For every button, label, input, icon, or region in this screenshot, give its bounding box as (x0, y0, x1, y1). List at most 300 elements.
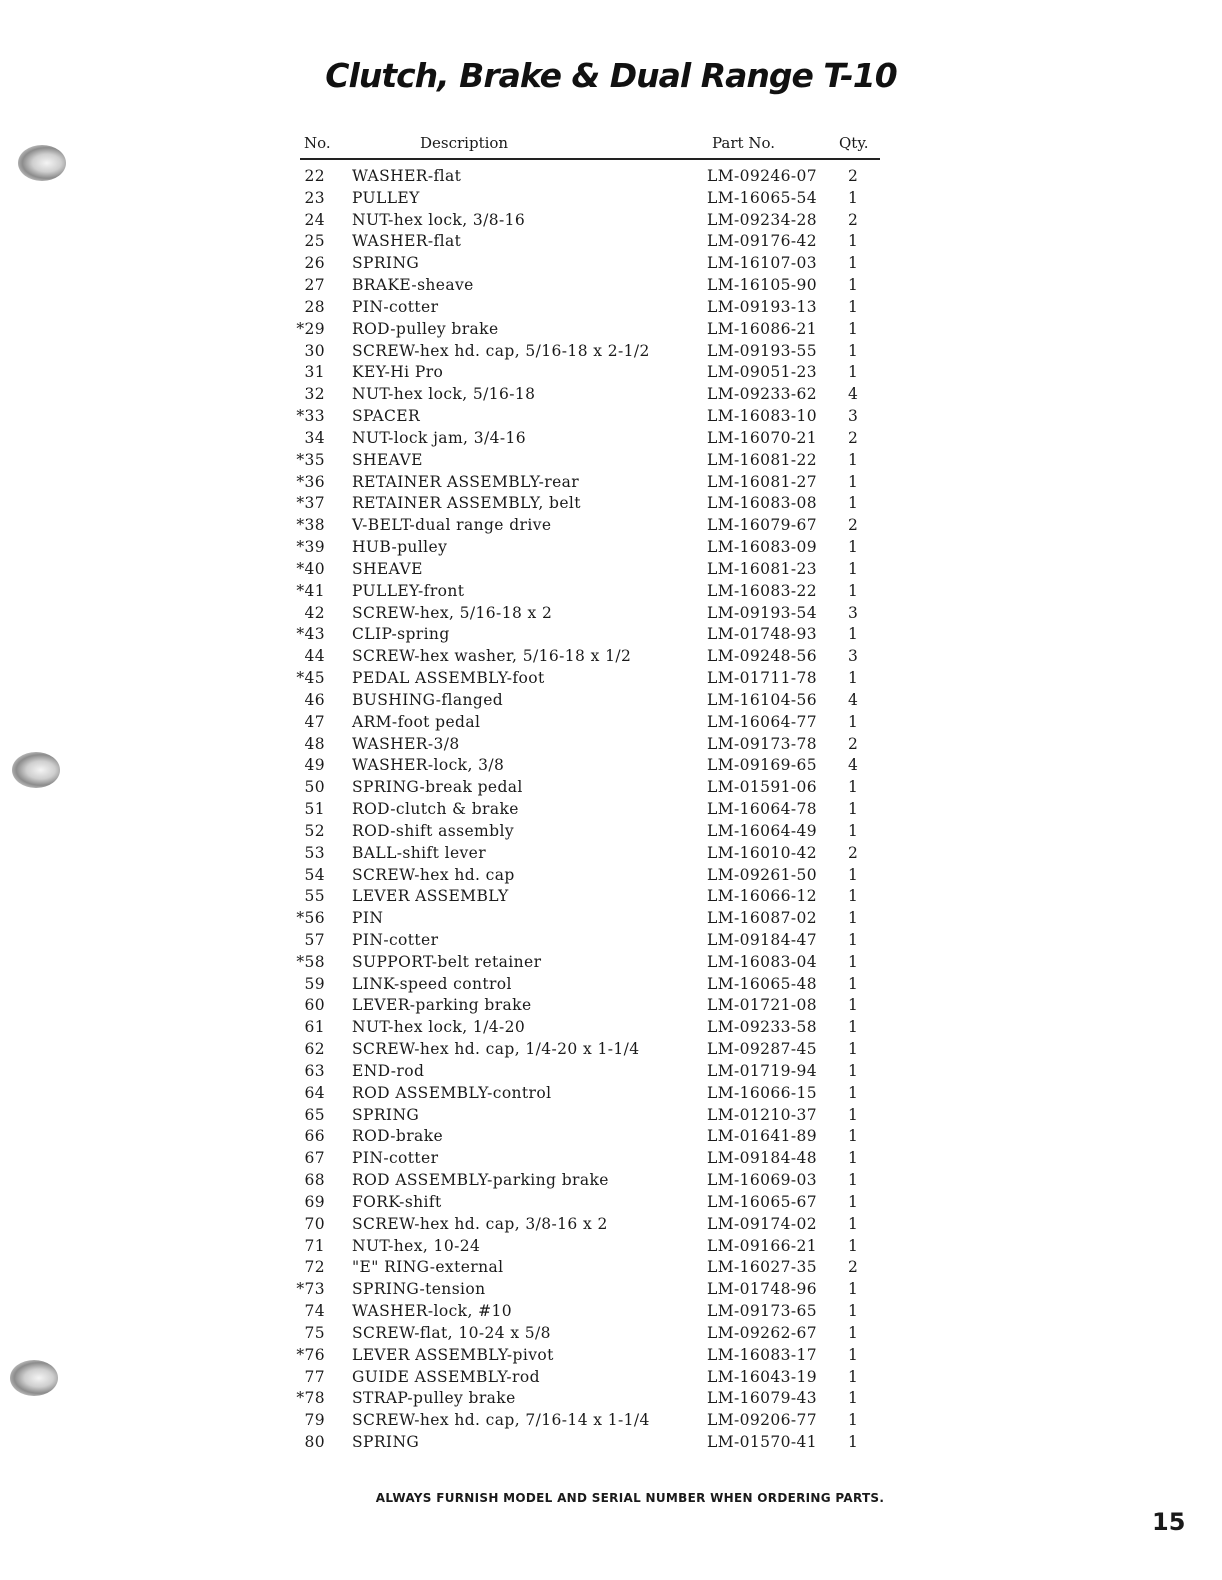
part-number: LM-16064-78 (707, 800, 818, 819)
table-row (0, 1040, 1222, 1062)
part-description: SPRING-break pedal (352, 778, 523, 797)
table-row (0, 1149, 1222, 1171)
part-quantity: 1 (848, 778, 859, 797)
part-number-index: 59 (304, 974, 325, 993)
part-description: NUT-hex lock, 5/16-18 (352, 385, 536, 404)
part-number: LM-16081-23 (707, 559, 818, 578)
part-quantity: 4 (848, 756, 859, 775)
part-number: LM-09193-55 (707, 341, 818, 360)
part-number: LM-16104-56 (707, 690, 818, 709)
part-description: ROD-clutch & brake (352, 800, 519, 819)
part-quantity: 1 (848, 538, 859, 557)
part-quantity: 2 (848, 167, 859, 185)
part-description: SUPPORT-belt retainer (352, 952, 542, 971)
part-quantity: 1 (848, 1105, 859, 1124)
part-description: WASHER-lock, 3/8 (352, 756, 505, 775)
table-row (0, 232, 1222, 254)
part-number-index: 32 (304, 385, 325, 404)
part-quantity: 2 (848, 734, 859, 753)
part-number-index: 42 (304, 603, 325, 622)
part-number-index: *36 (296, 472, 325, 491)
part-number: LM-09193-13 (707, 297, 818, 316)
part-number: LM-16066-12 (707, 887, 818, 906)
part-description: V-BELT-dual range drive (352, 516, 552, 535)
part-quantity: 1 (848, 472, 859, 491)
part-description: PIN-cotter (352, 1149, 439, 1168)
part-number: LM-09287-45 (707, 1040, 818, 1059)
part-quantity: 1 (848, 1192, 859, 1211)
part-number-index: 67 (304, 1149, 325, 1168)
table-row (0, 1084, 1222, 1106)
table-row (0, 887, 1222, 909)
part-number: LM-16010-42 (707, 843, 818, 862)
part-quantity: 1 (848, 450, 859, 469)
part-quantity: 1 (848, 188, 859, 207)
part-number: LM-01591-06 (707, 778, 818, 797)
part-number-index: 27 (304, 276, 325, 295)
column-header-no: No. (304, 134, 331, 152)
part-number-index: 65 (304, 1105, 325, 1124)
table-row (0, 669, 1222, 691)
part-number-index: 72 (304, 1258, 325, 1277)
part-number-index: *41 (296, 581, 325, 600)
part-description: PULLEY-front (352, 581, 465, 600)
part-number: LM-16043-19 (707, 1367, 818, 1386)
part-number: LM-09262-67 (707, 1323, 818, 1342)
part-quantity: 1 (848, 1214, 859, 1233)
part-quantity: 2 (848, 516, 859, 535)
part-number: LM-16065-54 (707, 188, 818, 207)
part-description: SCREW-hex hd. cap, 1/4-20 x 1-1/4 (352, 1040, 640, 1059)
part-description: ROD-brake (352, 1127, 444, 1146)
part-number: LM-09233-62 (707, 385, 818, 404)
table-row (0, 778, 1222, 800)
part-number: LM-09248-56 (707, 647, 818, 666)
part-number: LM-01641-89 (707, 1127, 818, 1146)
part-number-index: 74 (304, 1302, 325, 1321)
part-description: SPACER (352, 407, 421, 426)
part-quantity: 1 (848, 1083, 859, 1102)
table-row (0, 1062, 1222, 1084)
part-number-index: 34 (304, 428, 325, 447)
part-number: LM-01210-37 (707, 1105, 818, 1124)
part-number-index: *40 (296, 559, 325, 578)
part-number-index: 53 (304, 843, 325, 862)
part-number-index: 62 (304, 1040, 325, 1059)
table-row (0, 1106, 1222, 1128)
part-quantity: 1 (848, 276, 859, 295)
table-row (0, 1018, 1222, 1040)
part-description: LEVER ASSEMBLY-pivot (352, 1345, 554, 1364)
part-number-index: *35 (296, 450, 325, 469)
part-quantity: 1 (848, 1345, 859, 1364)
part-number-index: 57 (304, 930, 325, 949)
table-row (0, 385, 1222, 407)
table-row (0, 866, 1222, 888)
table-row (0, 189, 1222, 211)
part-description: SCREW-hex hd. cap, 5/16-18 x 2-1/2 (352, 341, 650, 360)
part-number-index: 26 (304, 254, 325, 273)
part-number: LM-16087-02 (707, 909, 818, 928)
part-number: LM-09166-21 (707, 1236, 818, 1255)
part-number-index: 68 (304, 1171, 325, 1190)
part-description: BALL-shift lever (352, 843, 487, 862)
table-row (0, 1346, 1222, 1368)
part-number: LM-09234-28 (707, 210, 818, 229)
part-quantity: 1 (848, 319, 859, 338)
part-number-index: 79 (304, 1411, 325, 1430)
table-row (0, 538, 1222, 560)
part-number: LM-16083-09 (707, 538, 818, 557)
part-description: GUIDE ASSEMBLY-rod (352, 1367, 540, 1386)
table-row (0, 1368, 1222, 1390)
part-number: LM-16083-08 (707, 494, 818, 513)
table-header (300, 132, 880, 160)
part-description: BUSHING-flanged (352, 690, 504, 709)
table-row (0, 1324, 1222, 1346)
part-quantity: 2 (848, 428, 859, 447)
table-row (0, 691, 1222, 713)
part-number: LM-16107-03 (707, 254, 818, 273)
table-row (0, 582, 1222, 604)
part-description: SCREW-flat, 10-24 x 5/8 (352, 1323, 551, 1342)
part-number: LM-01748-96 (707, 1280, 818, 1299)
part-quantity: 1 (848, 625, 859, 644)
part-description: ROD-pulley brake (352, 319, 499, 338)
parts-list (0, 167, 1222, 1455)
part-quantity: 1 (848, 1018, 859, 1037)
table-row (0, 953, 1222, 975)
part-number: LM-09184-47 (707, 930, 818, 949)
part-number: LM-16086-21 (707, 319, 818, 338)
part-number-index: *33 (296, 407, 325, 426)
part-description: SHEAVE (352, 450, 423, 469)
part-quantity: 3 (848, 647, 859, 666)
part-description: SPRING (352, 1105, 420, 1124)
part-number-index: *73 (296, 1280, 325, 1299)
table-row (0, 1433, 1222, 1455)
part-number-index: 52 (304, 821, 325, 840)
part-description: STRAP-pulley brake (352, 1389, 516, 1408)
page-number: 15 (1152, 1508, 1186, 1536)
part-number: LM-16081-27 (707, 472, 818, 491)
table-row (0, 800, 1222, 822)
part-description: KEY-Hi Pro (352, 363, 444, 382)
part-number-index: *78 (296, 1389, 325, 1408)
part-number: LM-09184-48 (707, 1149, 818, 1168)
part-quantity: 1 (848, 1367, 859, 1386)
part-quantity: 1 (848, 1061, 859, 1080)
part-description: SHEAVE (352, 559, 423, 578)
part-number: LM-09233-58 (707, 1018, 818, 1037)
part-number: LM-09173-65 (707, 1302, 818, 1321)
part-number-index: 44 (304, 647, 325, 666)
table-row (0, 1411, 1222, 1433)
part-quantity: 1 (848, 1280, 859, 1299)
table-row (0, 1389, 1222, 1411)
part-number-index: *58 (296, 952, 325, 971)
table-row (0, 342, 1222, 364)
part-number: LM-09173-78 (707, 734, 818, 753)
part-description: ROD ASSEMBLY-parking brake (352, 1171, 609, 1190)
part-quantity: 1 (848, 996, 859, 1015)
part-number-index: 69 (304, 1192, 325, 1211)
part-number-index: 24 (304, 210, 325, 229)
part-number-index: 55 (304, 887, 325, 906)
part-description: SPRING-tension (352, 1280, 486, 1299)
part-quantity: 1 (848, 1040, 859, 1059)
part-quantity: 1 (848, 232, 859, 251)
footer-note: ALWAYS FURNISH MODEL AND SERIAL NUMBER WHEN ORDERING PARTS. (375, 1491, 885, 1505)
table-row (0, 1302, 1222, 1324)
part-quantity: 3 (848, 603, 859, 622)
part-description: LEVER-parking brake (352, 996, 532, 1015)
table-row (0, 167, 1222, 189)
part-quantity: 1 (848, 1411, 859, 1430)
table-row (0, 473, 1222, 495)
part-description: SCREW-hex hd. cap (352, 865, 515, 884)
part-number-index: *56 (296, 909, 325, 928)
part-description: HUB-pulley (352, 538, 448, 557)
part-description: WASHER-flat (352, 232, 462, 251)
part-number: LM-09169-65 (707, 756, 818, 775)
part-number-index: *43 (296, 625, 325, 644)
table-row (0, 975, 1222, 997)
part-description: BRAKE-sheave (352, 276, 474, 295)
table-row (0, 254, 1222, 276)
part-number: LM-16065-67 (707, 1192, 818, 1211)
part-description: PIN-cotter (352, 930, 439, 949)
part-number: LM-16070-21 (707, 428, 818, 447)
part-number: LM-16083-17 (707, 1345, 818, 1364)
part-number-index: 63 (304, 1061, 325, 1080)
table-row (0, 276, 1222, 298)
part-quantity: 1 (848, 800, 859, 819)
part-number: LM-01711-78 (707, 669, 818, 688)
part-number-index: 51 (304, 800, 325, 819)
part-number-index: 22 (304, 167, 325, 185)
table-row (0, 1215, 1222, 1237)
part-number: LM-09206-77 (707, 1411, 818, 1430)
part-quantity: 1 (848, 254, 859, 273)
part-number-index: 80 (304, 1433, 325, 1452)
part-number-index: *76 (296, 1345, 325, 1364)
table-row (0, 1127, 1222, 1149)
table-row (0, 516, 1222, 538)
table-row (0, 494, 1222, 516)
part-number: LM-09193-54 (707, 603, 818, 622)
part-number-index: 77 (304, 1367, 325, 1386)
part-number: LM-16069-03 (707, 1171, 818, 1190)
part-quantity: 1 (848, 1171, 859, 1190)
part-quantity: 1 (848, 363, 859, 382)
part-number-index: 30 (304, 341, 325, 360)
part-number: LM-01719-94 (707, 1061, 818, 1080)
part-number: LM-16083-04 (707, 952, 818, 971)
table-row (0, 1237, 1222, 1259)
table-row (0, 1193, 1222, 1215)
table-row (0, 211, 1222, 233)
part-description: RETAINER ASSEMBLY-rear (352, 472, 580, 491)
table-row (0, 407, 1222, 429)
part-number-index: 28 (304, 297, 325, 316)
part-description: PIN (352, 909, 384, 928)
part-number-index: 75 (304, 1323, 325, 1342)
part-quantity: 1 (848, 1302, 859, 1321)
part-description: NUT-hex lock, 3/8-16 (352, 210, 526, 229)
part-quantity: 3 (848, 407, 859, 426)
part-description: PIN-cotter (352, 297, 439, 316)
part-description: NUT-hex lock, 1/4-20 (352, 1018, 526, 1037)
part-number: LM-01570-41 (707, 1433, 818, 1452)
part-description: WASHER-3/8 (352, 734, 460, 753)
part-number-index: *45 (296, 669, 325, 688)
part-quantity: 2 (848, 1258, 859, 1277)
table-row (0, 298, 1222, 320)
part-number: LM-16083-22 (707, 581, 818, 600)
part-quantity: 1 (848, 297, 859, 316)
part-number: LM-09246-07 (707, 167, 818, 185)
part-number-index: 54 (304, 865, 325, 884)
part-number: LM-09176-42 (707, 232, 818, 251)
table-row (0, 756, 1222, 778)
part-quantity: 1 (848, 887, 859, 906)
part-quantity: 1 (848, 1127, 859, 1146)
part-description: WASHER-flat (352, 167, 462, 185)
part-quantity: 1 (848, 1323, 859, 1342)
table-row (0, 625, 1222, 647)
table-row (0, 1258, 1222, 1280)
part-quantity: 2 (848, 210, 859, 229)
part-number-index: 50 (304, 778, 325, 797)
table-row (0, 320, 1222, 342)
table-row (0, 604, 1222, 626)
part-number-index: 31 (304, 363, 325, 382)
part-description: SCREW-hex washer, 5/16-18 x 1/2 (352, 647, 632, 666)
part-quantity: 1 (848, 1433, 859, 1452)
part-number: LM-01721-08 (707, 996, 818, 1015)
part-number: LM-16066-15 (707, 1083, 818, 1102)
part-number: LM-16064-77 (707, 712, 818, 731)
part-number: LM-16065-48 (707, 974, 818, 993)
part-number: LM-16064-49 (707, 821, 818, 840)
part-description: SPRING (352, 1433, 420, 1452)
part-number-index: 47 (304, 712, 325, 731)
part-quantity: 4 (848, 690, 859, 709)
part-number-index: *37 (296, 494, 325, 513)
part-number-index: 60 (304, 996, 325, 1015)
part-number: LM-16027-35 (707, 1258, 818, 1277)
part-number: LM-16083-10 (707, 407, 818, 426)
part-number-index: 48 (304, 734, 325, 753)
table-row (0, 996, 1222, 1018)
part-description: NUT-hex, 10-24 (352, 1236, 481, 1255)
part-number-index: 23 (304, 188, 325, 207)
table-row (0, 1280, 1222, 1302)
part-quantity: 2 (848, 843, 859, 862)
column-header-description: Description (420, 134, 509, 152)
part-description: SPRING (352, 254, 420, 273)
part-description: SCREW-hex, 5/16-18 x 2 (352, 603, 553, 622)
part-quantity: 1 (848, 341, 859, 360)
part-number-index: 71 (304, 1236, 325, 1255)
part-number-index: 25 (304, 232, 325, 251)
part-number-index: *38 (296, 516, 325, 535)
part-description: LEVER ASSEMBLY (352, 887, 509, 906)
part-description: FORK-shift (352, 1192, 442, 1211)
part-number-index: 61 (304, 1018, 325, 1037)
table-row (0, 735, 1222, 757)
part-quantity: 1 (848, 865, 859, 884)
part-number-index: *39 (296, 538, 325, 557)
part-description: PEDAL ASSEMBLY-foot (352, 669, 545, 688)
part-quantity: 1 (848, 930, 859, 949)
table-row (0, 647, 1222, 669)
part-description: "E" RING-external (352, 1258, 504, 1277)
part-number: LM-09051-23 (707, 363, 818, 382)
table-row (0, 822, 1222, 844)
part-quantity: 1 (848, 559, 859, 578)
part-description: PULLEY (352, 188, 420, 207)
part-description: LINK-speed control (352, 974, 512, 993)
table-row (0, 909, 1222, 931)
part-description: ROD ASSEMBLY-control (352, 1083, 552, 1102)
part-description: WASHER-lock, #10 (352, 1302, 513, 1321)
part-quantity: 1 (848, 1236, 859, 1255)
table-row (0, 429, 1222, 451)
table-row (0, 451, 1222, 473)
table-row (0, 931, 1222, 953)
column-header-part-no: Part No. (712, 134, 775, 152)
part-number-index: 46 (304, 690, 325, 709)
part-quantity: 1 (848, 1389, 859, 1408)
part-number-index: 49 (304, 756, 325, 775)
part-description: SCREW-hex hd. cap, 3/8-16 x 2 (352, 1214, 608, 1233)
table-row (0, 844, 1222, 866)
table-row (0, 713, 1222, 735)
part-number: LM-16079-43 (707, 1389, 818, 1408)
part-description: SCREW-hex hd. cap, 7/16-14 x 1-1/4 (352, 1411, 650, 1430)
part-description: CLIP-spring (352, 625, 450, 644)
part-number-index: 64 (304, 1083, 325, 1102)
part-quantity: 1 (848, 669, 859, 688)
part-number: LM-09261-50 (707, 865, 818, 884)
part-number-index: *29 (296, 319, 325, 338)
part-number: LM-16105-90 (707, 276, 818, 295)
part-number: LM-01748-93 (707, 625, 818, 644)
part-description: END-rod (352, 1061, 425, 1080)
part-quantity: 1 (848, 952, 859, 971)
part-number: LM-16079-67 (707, 516, 818, 535)
column-header-qty: Qty. (839, 134, 869, 152)
part-number-index: 66 (304, 1127, 325, 1146)
part-quantity: 1 (848, 494, 859, 513)
part-number-index: 70 (304, 1214, 325, 1233)
part-quantity: 1 (848, 1149, 859, 1168)
part-description: NUT-lock jam, 3/4-16 (352, 428, 526, 447)
part-quantity: 1 (848, 909, 859, 928)
part-number: LM-09174-02 (707, 1214, 818, 1233)
part-quantity: 1 (848, 581, 859, 600)
table-row (0, 1171, 1222, 1193)
part-quantity: 1 (848, 974, 859, 993)
part-description: ROD-shift assembly (352, 821, 514, 840)
page-title: Clutch, Brake & Dual Range T-10 (325, 56, 897, 95)
part-quantity: 4 (848, 385, 859, 404)
part-description: RETAINER ASSEMBLY, belt (352, 494, 581, 513)
table-row (0, 363, 1222, 385)
part-number: LM-16081-22 (707, 450, 818, 469)
